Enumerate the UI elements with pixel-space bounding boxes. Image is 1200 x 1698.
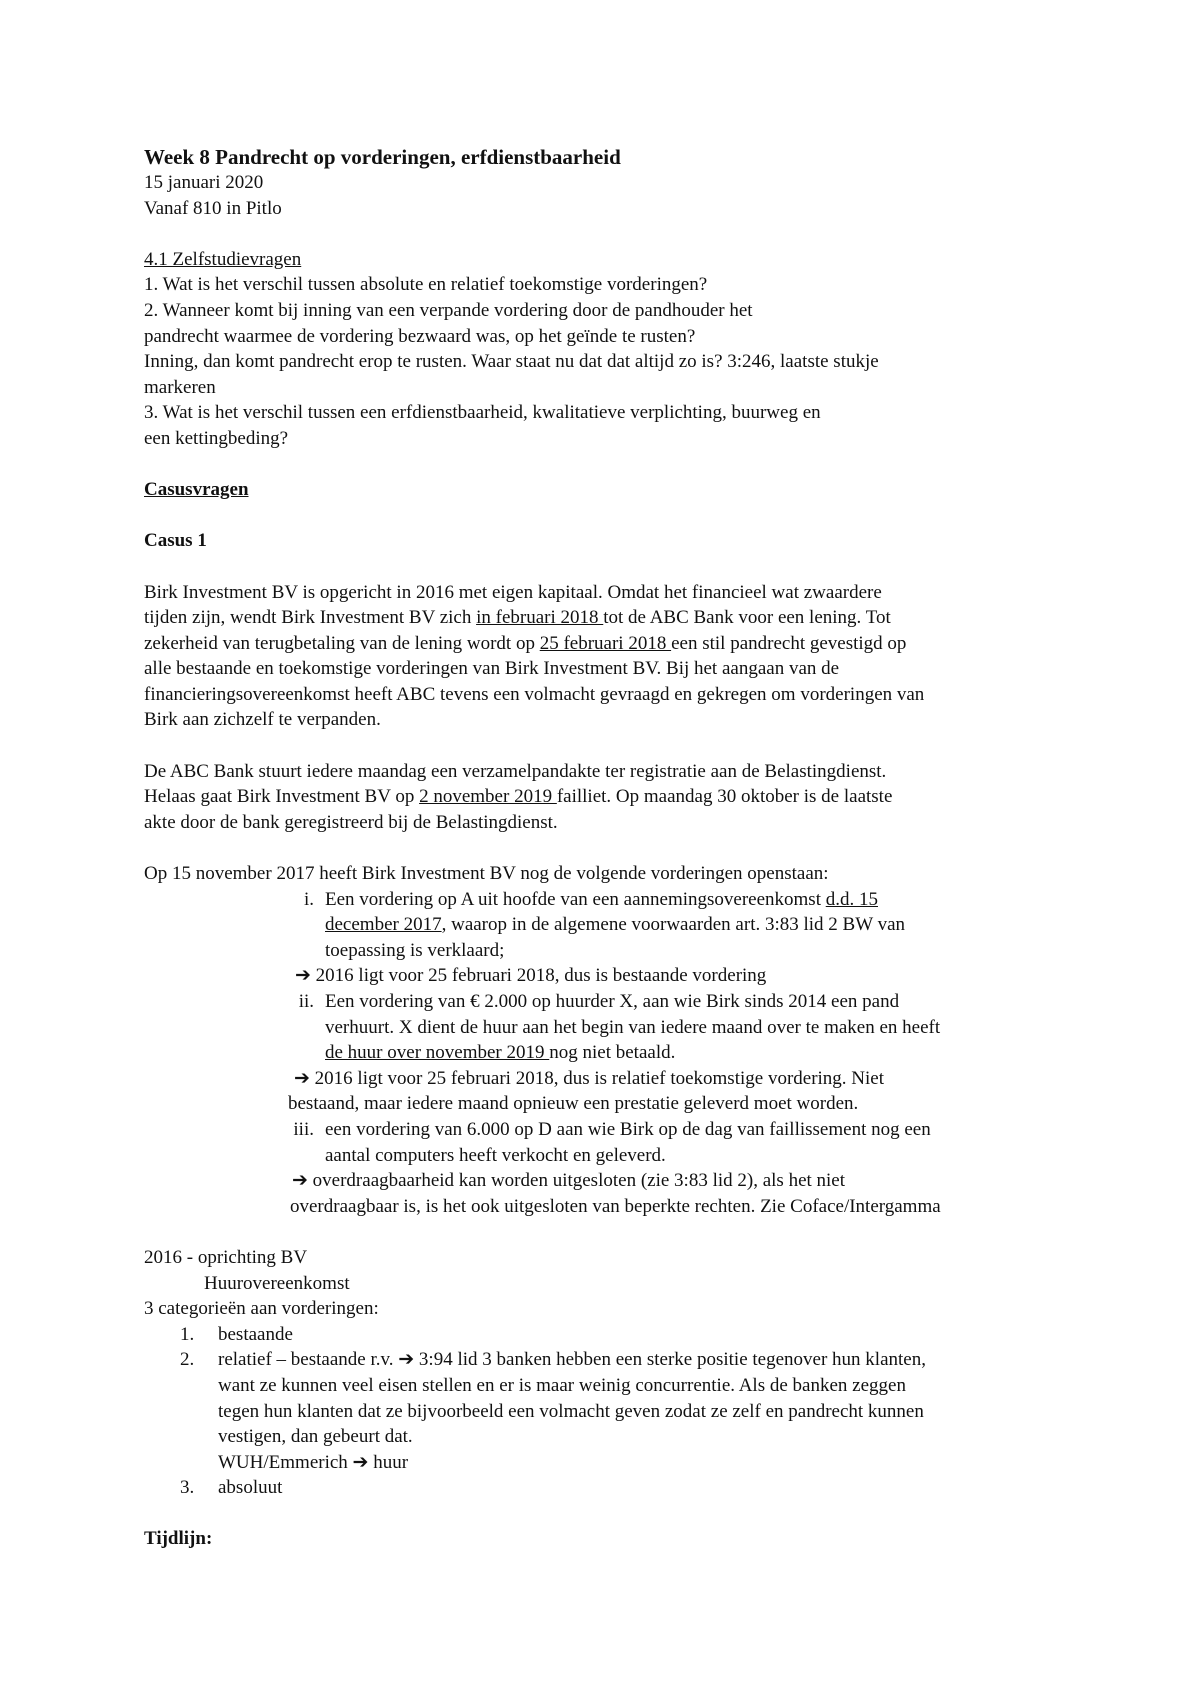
claim-ii-note-text-1: 2016 ligt voor 25 februari 2018, dus is relatief toekomstige vordering. Niet: [314, 1067, 885, 1089]
document-title: Week 8 Pandrecht op vorderingen, erfdienstbaarheid: [144, 145, 621, 169]
claim-i-line-3: toepassing is verklaard;: [325, 939, 505, 961]
list-item: [144, 1347, 1084, 1475]
list-number: 3.: [180, 1477, 195, 1499]
casus-paragraph-1: [144, 580, 1084, 734]
p2-line-2-date: 2 november 2019: [419, 786, 557, 808]
document-source: Vanaf 810 in Pitlo: [144, 197, 282, 219]
list-item-text: absoluut: [218, 1477, 283, 1499]
claim-item-iii: [144, 1117, 1084, 1168]
p1-line-3-date: 25 februari 2018: [539, 632, 672, 654]
p2-line-2: [144, 784, 1084, 810]
p2-line-2-a: Helaas gaat Birk Investment BV op: [144, 786, 420, 808]
list-item-2-huur: huur: [373, 1451, 409, 1473]
question-2-line-1: 2. Wanneer komt bij inning van een verpande vordering door de pandhouder het: [144, 299, 753, 321]
claim-number: ii.: [298, 991, 314, 1012]
claim-i-note-text: 2016 ligt voor 25 februari 2018, dus is bestaande vordering: [315, 965, 767, 987]
question-3-line-2: een kettingbeding?: [144, 427, 289, 449]
claim-iii-note-text-1: overdraagbaarheid kan worden uitgesloten (zie 3:83 lid 2), als het niet: [312, 1170, 846, 1192]
list-number: 1.: [180, 1323, 195, 1345]
note-line-1: 2016 - oprichting BV: [144, 1246, 308, 1268]
p1-line-6: Birk aan zichzelf te verpanden.: [144, 709, 381, 731]
claim-ii-text: nog niet betaald.: [549, 1042, 676, 1064]
answer-2-line-1: Inning, dan komt pandrecht erop te rusten. Waar staat nu dat dat altijd zo is? 3:246, laatste stukje: [144, 351, 879, 373]
category-list: [144, 1322, 1084, 1501]
claim-ii-line-2: verhuurt. X dient de huur aan het begin van iedere maand over te maken en heeft: [325, 1016, 941, 1038]
claim-iii-note-text-2: overdraagbaar is, is het ook uitgesloten van beperkte rechten. Zie Coface/Intergamma: [290, 1195, 941, 1217]
right-arrow-icon: ➔: [292, 1170, 313, 1192]
p1-line-4: alle bestaande en toekomstige vorderingen van Birk Investment BV. Bij het aangaan van de: [144, 658, 840, 680]
claim-i-text-b: , waarop in de algemene voorwaarden art. 3:83 lid 2 BW van: [441, 914, 906, 936]
list-item-2-line-3: tegen hun klanten dat ze bijvoorbeeld een volmacht geven zodat ze zelf en pandrecht kunnen: [218, 1400, 924, 1422]
document-page: [144, 144, 1084, 1552]
p1-line-2-b: tot de ABC Bank voor een lening. Tot: [603, 607, 891, 629]
list-item-2-text-a: relatief – bestaande r.v.: [218, 1349, 399, 1371]
list-item-text: bestaande: [218, 1323, 293, 1345]
p2-line-2-b: failliet. Op maandag 30 oktober is de laatste: [556, 786, 893, 808]
p1-line-5: financieringsovereenkomst heeft ABC tevens een volmacht gevraagd en gekregen om vorderingen van: [144, 683, 925, 705]
zelfstudie-heading: 4.1 Zelfstudievragen: [144, 248, 302, 270]
claim-iii-note: [144, 1168, 1084, 1219]
casusvragen-heading: Casusvragen: [144, 479, 249, 501]
claim-ii-period: de huur over november 2019: [325, 1042, 550, 1064]
question-1: 1. Wat is het verschil tussen absolute en relatief toekomstige vorderingen?: [144, 274, 708, 296]
list-item-2-line-5: [218, 1450, 1084, 1476]
claim-ii-note: [144, 1066, 1084, 1117]
claim-item-i: [144, 887, 1084, 964]
claim-ii-line-1: Een vordering van € 2.000 op huurder X, aan wie Birk sinds 2014 een pand: [325, 991, 900, 1012]
p1-line-3-a: zekerheid van terugbetaling van de lening wordt op: [144, 632, 540, 654]
claim-number: iii.: [293, 1118, 314, 1140]
claim-ii-note-text-2: bestaand, maar iedere maand opnieuw een prestatie geleverd moet worden.: [288, 1093, 859, 1115]
note-line-2: Huurovereenkomst: [204, 1272, 350, 1294]
casus-paragraph-2: [144, 759, 1084, 836]
casus-1-heading: Casus 1: [144, 530, 207, 552]
list-number: 2.: [180, 1349, 195, 1371]
claim-i-note: [144, 963, 1084, 989]
p2-line-3: akte door de bank geregistreerd bij de Belastingdienst.: [144, 811, 558, 833]
claims-intro: Op 15 november 2017 heeft Birk Investment BV nog de volgende vorderingen openstaan:: [144, 863, 829, 885]
claim-iii-line-2: aantal computers heeft verkocht en geleverd.: [325, 1144, 666, 1166]
claim-iii-line-1: een vordering van 6.000 op D aan wie Birk op de dag van faillissement nog een: [325, 1118, 931, 1140]
claim-i-date-b: december 2017: [325, 914, 442, 936]
claim-ii-line-3: [325, 1040, 1084, 1066]
right-arrow-icon: ➔: [352, 1451, 374, 1473]
tijdlijn-heading: Tijdlijn:: [144, 1528, 213, 1550]
list-item: [144, 1475, 1084, 1501]
question-3-line-1: 3. Wat is het verschil tussen een erfdienstbaarheid, kwalitatieve verplichting, buurweg en: [144, 402, 821, 424]
right-arrow-icon: ➔: [295, 965, 316, 987]
claim-i-text-a: Een vordering op A uit hoofde van een aannemingsovereenkomst: [325, 888, 826, 910]
document-date: 15 januari 2020: [144, 172, 264, 193]
right-arrow-icon: ➔: [398, 1349, 419, 1371]
list-item-2-line-4: vestigen, dan gebeurt dat.: [218, 1426, 413, 1448]
p1-line-2-date: in februari 2018: [476, 607, 604, 629]
claim-i-line-2: [325, 912, 1084, 938]
claim-i-line-1: [325, 887, 1084, 913]
list-item-2-text-b: 3:94 lid 3 banken hebben een sterke positie tegenover hun klanten,: [418, 1349, 926, 1371]
right-arrow-icon: ➔: [294, 1067, 315, 1089]
p1-line-3-b: een stil pandrecht gevestigd op: [671, 632, 907, 654]
claim-i-date-a: d.d. 15: [825, 888, 878, 910]
p1-line-2: [144, 605, 1084, 631]
claim-item-ii: [144, 989, 1084, 1066]
note-line-3: 3 categorieën aan vorderingen:: [144, 1298, 379, 1320]
p1-line-2-a: tijden zijn, wendt Birk Investment BV zich: [144, 607, 477, 629]
list-item-2-line-1: [218, 1347, 1084, 1373]
p1-line-1: Birk Investment BV is opgericht in 2016 met eigen kapitaal. Omdat het financieel wat zwaardere: [144, 581, 882, 603]
list-item-2-case: WUH/Emmerich: [218, 1451, 353, 1473]
question-2-line-2: pandrecht waarmee de vordering bezwaard was, op het geïnde te rusten?: [144, 325, 696, 347]
list-item-2-line-2: want ze kunnen veel eisen stellen en er is maar weinig concurrentie. Als de banken zeggen: [218, 1374, 906, 1396]
p1-line-3: [144, 631, 1084, 657]
list-item: [144, 1322, 1084, 1348]
claim-number: i.: [303, 888, 314, 910]
answer-2-line-2: markeren: [144, 376, 216, 398]
p2-line-1: De ABC Bank stuurt iedere maandag een verzamelpandakte ter registratie aan de Belastingdienst.: [144, 760, 887, 782]
